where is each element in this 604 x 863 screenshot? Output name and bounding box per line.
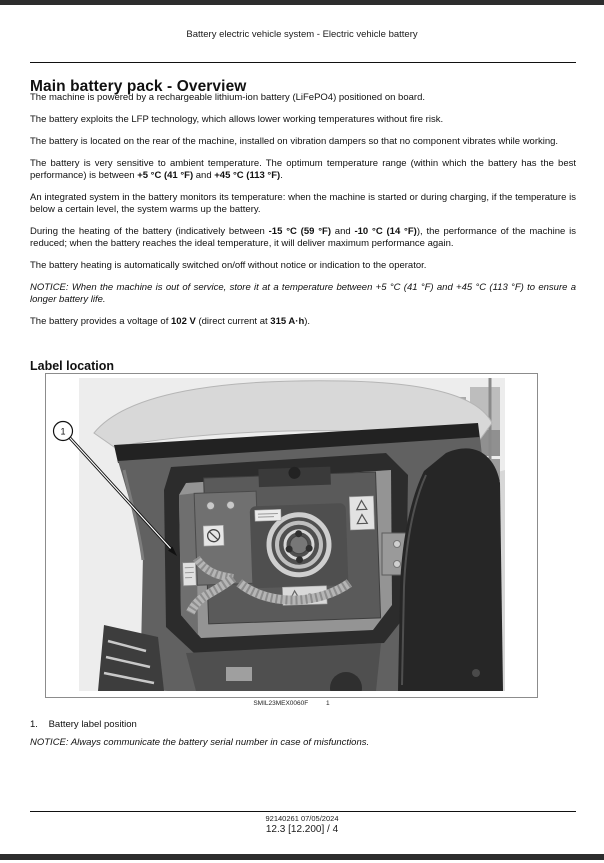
figure-code: SMIL23MEX0060F	[253, 700, 309, 707]
door-screw	[472, 669, 480, 677]
running-header: Battery electric vehicle system - Electric vehicle battery	[186, 29, 418, 40]
battery-assembly	[179, 464, 380, 625]
barcode-label-icon	[255, 509, 281, 521]
figure-frame	[45, 373, 538, 698]
cable-coil	[268, 514, 330, 576]
callout-number: 1	[60, 426, 66, 437]
top-accent-bar	[0, 0, 604, 5]
paragraph: An integrated system in the battery monitors its temperature: when the machine is started or during charging, if the temperature is below a certain level, the system warms up the battery.	[30, 192, 576, 215]
paragraph: The machine is powered by a rechargeable lithium-ion battery (LiFePO4) positioned on board.	[30, 92, 425, 103]
paragraph: The battery is very sensitive to ambient temperature. The optimum temperature range (within which the battery has the best performance) is between +5 °C (41 °F) and +45 °C (113 °F).	[30, 158, 576, 181]
figure-caption	[30, 719, 137, 730]
paragraph: The battery exploits the LFP technology, which allows lower working temperatures without fire risk.	[30, 114, 444, 125]
bumper-tab	[226, 667, 252, 681]
section-heading: Label location	[30, 359, 115, 374]
figure-index: 1	[326, 700, 330, 707]
warning-label-icon	[349, 496, 374, 530]
page-title: Main battery pack - Overview	[30, 78, 247, 96]
caption-number: 1.	[30, 719, 38, 730]
figure-notice: NOTICE: Always communicate the battery serial number in case of misfunctions.	[30, 737, 370, 748]
battery-compartment-photo	[46, 374, 537, 697]
paragraph: During the heating of the battery (indicatively between -15 °C (59 °F) and -10 °C (14 °F)), the performance of the machine is reduced; when the battery reaches the ideal temperature, it will deliver maximum performance again.	[30, 226, 576, 249]
body-paragraphs	[30, 92, 576, 338]
prohibition-label-icon	[203, 525, 224, 546]
paragraph: NOTICE: When the machine is out of service, store it at a temperature between +5 °C (41 °F) and +45 °C (113 °F) to ensure a longer battery life.	[30, 282, 576, 305]
footer-rule	[30, 811, 576, 812]
bottom-accent-bar	[0, 854, 604, 860]
footer-doc-number: 92140261 07/05/2024	[265, 814, 339, 823]
paragraph: The battery is located on the rear of the machine, installed on vibration dampers so that no component vibrates while working.	[30, 136, 559, 147]
paragraph: The battery provides a voltage of 102 V (direct current at 315 A·h).	[30, 316, 311, 327]
footer-page-ref: 12.3 [12.200] / 4	[265, 824, 339, 835]
caption-text: Battery label position	[48, 719, 137, 730]
figure-code-line	[45, 700, 538, 707]
photo-scene	[79, 378, 505, 697]
title-rule	[30, 62, 576, 63]
battery-serial-label	[183, 562, 197, 585]
paragraph: The battery heating is automatically switched on/off without notice or indication to the operator.	[30, 260, 427, 271]
